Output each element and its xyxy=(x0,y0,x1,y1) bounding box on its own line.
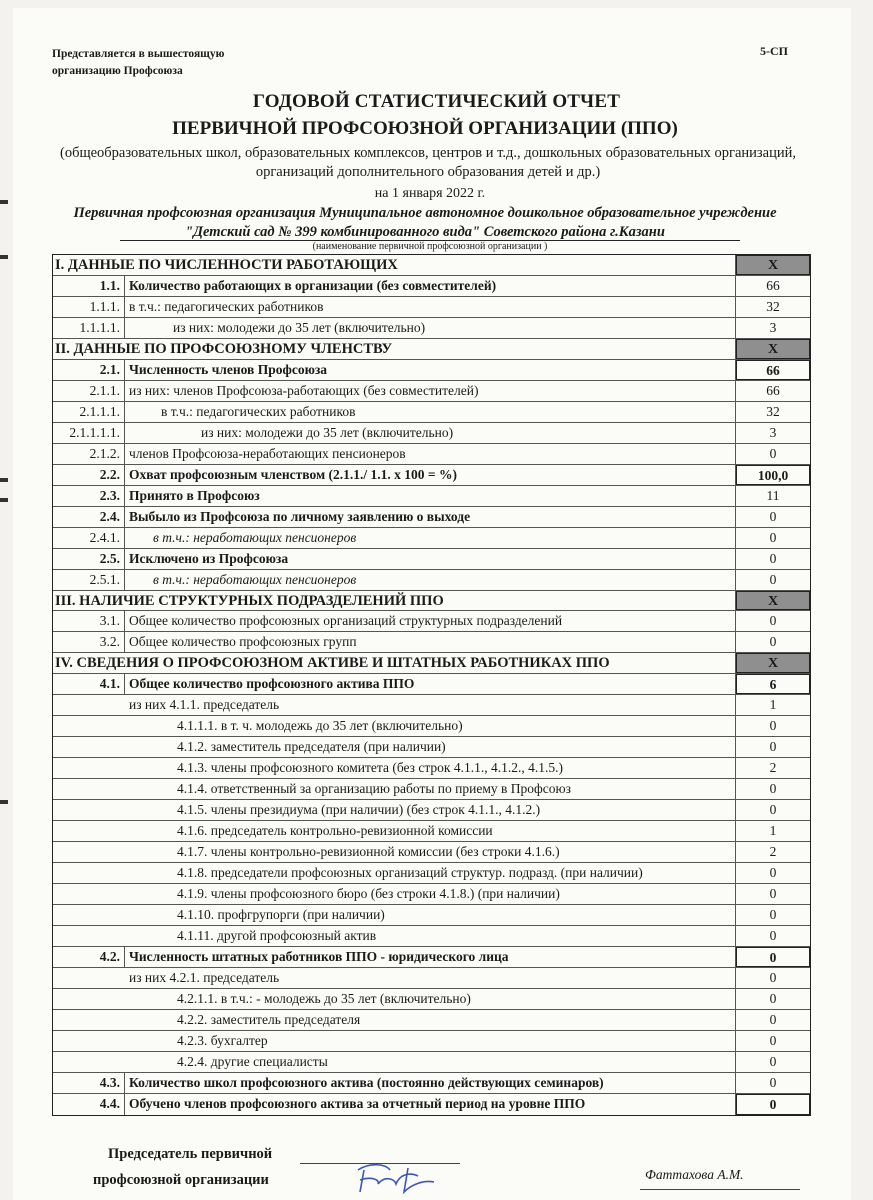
row-description: из них 4.1.1. председатель xyxy=(125,695,736,715)
row-number: 4.4. xyxy=(53,1094,125,1115)
row-number: 2.4. xyxy=(53,507,125,527)
row-description: Общее количество профсоюзного актива ППО xyxy=(125,674,736,694)
row-value: 0 xyxy=(769,445,777,461)
section-header-row xyxy=(53,339,810,360)
table-row xyxy=(53,926,810,947)
row-description: 4.2.1.1. в т.ч.: - молодежь до 35 лет (включительно) xyxy=(125,989,736,1009)
table-row xyxy=(53,549,810,570)
table-row xyxy=(53,716,810,737)
row-value: 0 xyxy=(769,781,777,797)
table-row xyxy=(53,570,810,591)
row-description: Количество школ профсоюзного актива (постоянно действующих семинаров) xyxy=(125,1073,736,1093)
row-value: 0 xyxy=(769,802,777,818)
statistics-table xyxy=(52,254,811,1116)
table-row xyxy=(53,611,810,632)
table-row xyxy=(53,968,810,989)
row-description: из них: молодежи до 35 лет (включительно) xyxy=(125,423,736,443)
row-description: II. ДАННЫЕ ПО ПРОФСОЮЗНОМУ ЧЛЕНСТВУ xyxy=(53,339,736,359)
row-description: Общее количество профсоюзных организаций структурных подразделений xyxy=(125,611,736,631)
row-number: 1.1.1.1. xyxy=(53,318,125,338)
row-value: 0 xyxy=(769,1074,777,1090)
row-value: 0 xyxy=(769,634,777,650)
row-value: 6 xyxy=(736,674,810,694)
row-number: 1.1. xyxy=(53,276,125,296)
row-value: 0 xyxy=(736,947,810,967)
table-row xyxy=(53,507,810,528)
row-value: 0 xyxy=(769,739,777,755)
row-value: 0 xyxy=(769,529,777,545)
table-row xyxy=(53,884,810,905)
chairman-name: Фаттахова А.М. xyxy=(645,1167,744,1182)
scan-mark xyxy=(0,255,8,259)
table-row xyxy=(53,486,810,507)
section-header-row xyxy=(53,653,810,674)
report-subtitle: (общеобразовательных школ, образовательных комплексов, центров и т.д., дошкольных образовательных организаций, организаций дополнительного образования детей и др.) xyxy=(60,145,796,180)
row-description: 4.1.8. председатели профсоюзных организаций структур. подразд. (при наличии) xyxy=(125,863,736,883)
row-value: X xyxy=(736,255,810,275)
row-description: в т.ч.: неработающих пенсионеров xyxy=(125,570,736,590)
row-value: 66 xyxy=(766,277,780,293)
table-row xyxy=(53,381,810,402)
row-value: 0 xyxy=(769,990,777,1006)
row-number xyxy=(53,863,125,883)
row-value: 1 xyxy=(769,823,777,839)
row-description: Выбыло из Профсоюза по личному заявлению о выходе xyxy=(125,507,736,527)
table-row xyxy=(53,297,810,318)
row-description: в т.ч.: неработающих пенсионеров xyxy=(125,528,736,548)
row-value: 2 xyxy=(769,844,777,860)
row-description: Численность членов Профсоюза xyxy=(125,360,736,380)
row-number: 2.1.1.1.1. xyxy=(53,423,125,443)
row-description: Общее количество профсоюзных групп xyxy=(125,632,736,652)
row-description: 4.1.1.1. в т. ч. молодежь до 35 лет (включительно) xyxy=(125,716,736,736)
row-number: 2.5. xyxy=(53,549,125,569)
row-description: членов Профсоюза-неработающих пенсионеров xyxy=(125,444,736,464)
row-description: Исключено из Профсоюза xyxy=(125,549,736,569)
section-header-row xyxy=(53,591,810,612)
row-value: X xyxy=(736,591,810,611)
report-title-line2: ПЕРВИЧНОЙ ПРОФСОЮЗНОЙ ОРГАНИЗАЦИИ (ППО) xyxy=(172,118,678,139)
row-value: 11 xyxy=(766,487,780,503)
row-number xyxy=(53,737,125,757)
scan-mark xyxy=(0,498,8,502)
table-row xyxy=(53,947,810,968)
row-value: 0 xyxy=(769,928,777,943)
row-number: 2.4.1. xyxy=(53,528,125,548)
row-description: 4.1.9. члены профсоюзного бюро (без строки 4.1.8.) (при наличии) xyxy=(125,884,736,904)
row-value: X xyxy=(736,653,810,673)
table-row xyxy=(53,905,810,926)
organization-name: Первичная профсоюзная организация Муниципальное автономное дошкольное образовательное учреждение "Детский сад № 399 комбинированного вида" Советского района г.Казани xyxy=(73,205,777,240)
table-row xyxy=(53,800,810,821)
row-number xyxy=(53,905,125,925)
row-value: 0 xyxy=(769,508,777,524)
row-number: 2.1.1.1. xyxy=(53,402,125,422)
row-value: 66 xyxy=(766,382,780,398)
row-description: III. НАЛИЧИЕ СТРУКТУРНЫХ ПОДРАЗДЕЛЕНИЙ ППО xyxy=(53,591,736,611)
table-row xyxy=(53,444,810,465)
row-number xyxy=(53,821,125,841)
row-description: 4.1.3. члены профсоюзного комитета (без строк 4.1.1., 4.1.2., 4.1.5.) xyxy=(125,758,736,778)
table-row xyxy=(53,465,810,486)
row-value: 0 xyxy=(769,1032,777,1048)
row-value: 0 xyxy=(769,1011,777,1027)
row-value: 0 xyxy=(769,613,777,629)
handwritten-signature xyxy=(350,1158,450,1198)
row-description: 4.1.11. другой профсоюзный актив xyxy=(125,926,736,946)
table-row xyxy=(53,674,810,695)
table-row xyxy=(53,842,810,863)
row-value: 0 xyxy=(769,907,777,923)
row-value: 2 xyxy=(769,760,777,776)
row-description: 4.1.7. члены контрольно-ревизионной комиссии (без строки 4.1.6.) xyxy=(125,842,736,862)
form-code: 5-СП xyxy=(760,44,788,58)
row-value: 3 xyxy=(769,424,777,440)
signature-label-line1: Председатель первичной xyxy=(108,1146,273,1162)
table-row xyxy=(53,989,810,1010)
row-number: 4.2. xyxy=(53,947,125,967)
row-number xyxy=(53,884,125,904)
row-description: Обучено членов профсоюзного актива за отчетный период на уровне ППО xyxy=(125,1094,736,1115)
row-number xyxy=(53,779,125,799)
row-number: 2.2. xyxy=(53,465,125,485)
table-row xyxy=(53,737,810,758)
scan-mark xyxy=(0,478,8,482)
table-row xyxy=(53,1094,810,1115)
table-row xyxy=(53,276,810,297)
row-number: 4.1. xyxy=(53,674,125,694)
row-description: из них: членов Профсоюза-работающих (без совместителей) xyxy=(125,381,736,401)
row-description: 4.2.4. другие специалисты xyxy=(125,1052,736,1072)
row-number: 4.3. xyxy=(53,1073,125,1093)
table-row xyxy=(53,1052,810,1073)
row-description: из них: молодежи до 35 лет (включительно) xyxy=(125,318,736,338)
row-number xyxy=(53,758,125,778)
row-number xyxy=(53,1052,125,1072)
section-header-row xyxy=(53,255,810,276)
row-number: 2.1. xyxy=(53,360,125,380)
row-number xyxy=(53,989,125,1009)
row-description: 4.1.5. члены президиума (при наличии) (без строк 4.1.1., 4.1.2.) xyxy=(125,800,736,820)
row-description: IV. СВЕДЕНИЯ О ПРОФСОЮЗНОМ АКТИВЕ И ШТАТНЫХ РАБОТНИКАХ ППО xyxy=(53,653,736,673)
row-number: 2.1.2. xyxy=(53,444,125,464)
row-value: 1 xyxy=(769,697,777,713)
row-value: 100,0 xyxy=(736,465,810,485)
submit-note xyxy=(52,46,272,80)
row-description: 4.2.3. бухгалтер xyxy=(125,1031,736,1051)
row-number xyxy=(53,1010,125,1030)
row-description: 4.1.6. председатель контрольно-ревизионной комиссии xyxy=(125,821,736,841)
scan-mark xyxy=(0,800,8,804)
row-value: 0 xyxy=(769,718,777,734)
row-description: 4.1.10. профгрупорги (при наличии) xyxy=(125,905,736,925)
report-date: на 1 января 2022 г. xyxy=(374,186,486,201)
row-number: 2.3. xyxy=(53,486,125,506)
table-row xyxy=(53,423,810,444)
table-row xyxy=(53,863,810,884)
row-number xyxy=(53,926,125,946)
table-row xyxy=(53,1073,810,1094)
row-description: Принято в Профсоюз xyxy=(125,486,736,506)
row-value: 66 xyxy=(736,360,810,380)
row-value: X xyxy=(736,339,810,359)
row-number xyxy=(53,1031,125,1051)
table-row xyxy=(53,779,810,800)
row-description: 4.1.2. заместитель председателя (при наличии) xyxy=(125,737,736,757)
row-value: 0 xyxy=(736,1094,810,1115)
row-value: 3 xyxy=(769,319,777,335)
row-number: 3.1. xyxy=(53,611,125,631)
report-title-line1: ГОДОВОЙ СТАТИСТИЧЕСКИЙ ОТЧЕТ xyxy=(252,91,621,112)
row-number: 2.1.1. xyxy=(53,381,125,401)
row-value: 0 xyxy=(769,550,777,566)
row-description: из них 4.2.1. председатель xyxy=(125,968,736,988)
row-description: в т.ч.: педагогических работников xyxy=(125,402,736,422)
row-description: I. ДАННЫЕ ПО ЧИСЛЕННОСТИ РАБОТАЮЩИХ xyxy=(53,255,736,275)
table-row xyxy=(53,402,810,423)
row-description: в т.ч.: педагогических работников xyxy=(125,297,736,317)
row-number xyxy=(53,842,125,862)
organization-caption: (наименование первичной профсоюзной организации ) xyxy=(312,241,548,252)
row-description: 4.1.4. ответственный за организацию работы по приему в Профсоюз xyxy=(125,779,736,799)
row-value: 32 xyxy=(766,298,780,314)
table-row xyxy=(53,528,810,549)
table-row xyxy=(53,821,810,842)
row-value: 0 xyxy=(769,886,777,902)
row-value: 32 xyxy=(766,403,780,419)
row-value: 0 xyxy=(769,1053,777,1069)
row-description: Численность штатных работников ППО - юридического лица xyxy=(125,947,736,967)
row-description: 4.2.2. заместитель председателя xyxy=(125,1010,736,1030)
submit-note-line1: Представляется в вышестоящую xyxy=(52,48,225,60)
row-value: 0 xyxy=(769,571,777,587)
row-description: Количество работающих в организации (без совместителей) xyxy=(125,276,736,296)
table-row xyxy=(53,695,810,716)
table-row xyxy=(53,758,810,779)
row-number xyxy=(53,716,125,736)
row-number: 2.5.1. xyxy=(53,570,125,590)
submit-note-line2: организацию Профсоюза xyxy=(52,65,183,77)
row-number xyxy=(53,800,125,820)
row-number: 1.1.1. xyxy=(53,297,125,317)
table-row xyxy=(53,1010,810,1031)
row-description: Охват профсоюзным членством (2.1.1./ 1.1. х 100 = %) xyxy=(125,465,736,485)
name-line xyxy=(640,1189,800,1190)
row-number xyxy=(53,968,125,988)
table-row xyxy=(53,632,810,653)
row-number xyxy=(53,695,125,715)
table-row xyxy=(53,1031,810,1052)
signature-label-line2: профсоюзной организации xyxy=(93,1172,269,1188)
row-value: 0 xyxy=(769,865,777,881)
table-row xyxy=(53,318,810,339)
table-row xyxy=(53,360,810,381)
row-number: 3.2. xyxy=(53,632,125,652)
row-value: 0 xyxy=(769,969,777,985)
